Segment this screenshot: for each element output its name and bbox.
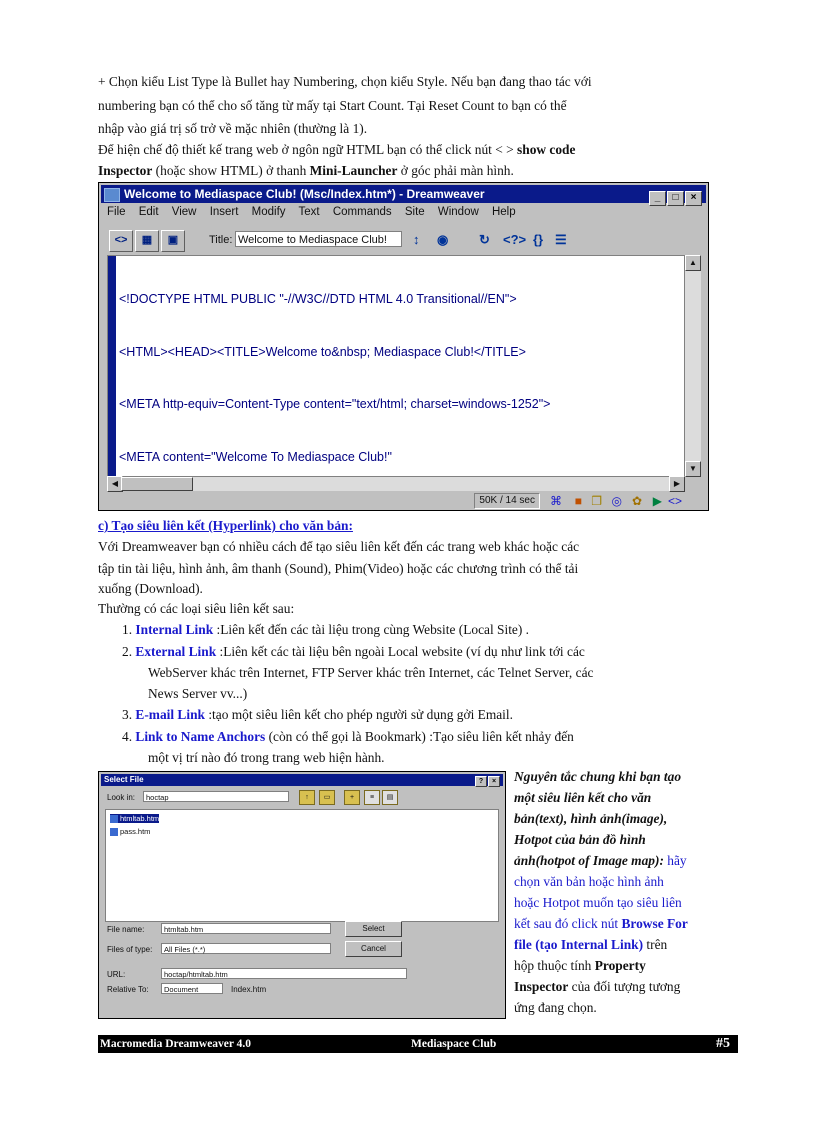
page-footer [98,1035,738,1053]
url-input[interactable]: hoctap/htmltab.htm [161,968,407,979]
list-continuation: WebServer khác trên Internet, FTP Server khác trên Internet, các Telnet Server, các [148,665,594,680]
intro-line-4-text: Để hiện chế độ thiết kế trang web ở ngôn ngữ HTML bạn có thể click nút < > [98,142,514,157]
scroll-up-icon[interactable]: ▲ [685,255,701,271]
select-button[interactable]: Select [345,921,402,937]
intro-line-1: + Chọn kiểu List Type là Bullet hay Numbering, chọn kiểu Style. Nếu bạn đang thao tác với [98,74,592,89]
link-type-term: Link to Name Anchors [135,729,266,744]
files-type-label: Files of type: [107,945,153,954]
property-label: Property [594,958,646,973]
preview-icon[interactable]: ◉ [437,232,449,247]
vertical-scrollbar[interactable] [685,255,701,477]
timeline-icon[interactable]: ▶ [652,494,662,508]
select-file-dialog [98,771,506,1019]
up-folder-icon[interactable]: ↑ [299,790,315,805]
file-list[interactable] [105,809,499,922]
files-type-select[interactable]: All Files (*.*) [161,943,331,954]
file-name-input[interactable]: htmltab.htm [161,923,331,934]
download-size: 50K / 14 sec [474,493,540,509]
site-icon[interactable]: ⌘ [550,494,562,508]
document-toolbar [107,229,700,253]
side-line-8-text: kết sau đó click nút [514,916,622,931]
section-heading[interactable]: c) Tạo siêu liên kết (Hyperlink) cho văn bản: [98,518,353,533]
list-num: 2. [122,644,133,659]
details-view-icon[interactable]: ▤ [382,790,398,805]
dreamweaver-window [98,182,709,511]
list-text: :Liên kết các tài liệu bên ngoài Local website (ví dụ như link tới các [216,644,585,659]
side-line-9 [514,937,667,953]
intro-line-3: nhập vào giá trị số trở về mặc nhiên (thường là 1). [98,121,368,136]
link-type-term: External Link [135,644,217,659]
section-p2: tập tin tài liệu, hình ảnh, âm thanh (Sound), Phim(Video) hoặc các chương trình có thể tải [98,561,579,576]
list-continuation: một vị trí nào đó trong trang web hiện hành. [148,750,385,765]
title-label: Title: [209,234,233,246]
scroll-thumb[interactable] [121,477,193,491]
side-line-1: Nguyên tắc chung khi bạn tạo [514,769,682,784]
intro-line-5 [98,163,514,179]
side-line-11-text: của đối tượng tương [568,979,681,994]
code-lines [119,256,578,477]
refresh-icon[interactable]: ↻ [479,232,490,247]
page-number: #5 [716,1036,730,1051]
scroll-right-icon[interactable]: ▶ [669,476,685,492]
title-input[interactable]: Welcome to Mediaspace Club! [235,231,402,247]
side-line-3: bản(text), hình ảnh(image), [514,811,668,826]
menu-commands[interactable]: Commands [332,206,392,218]
look-in-select[interactable]: hoctap [143,791,289,802]
close-icon[interactable]: × [685,191,702,206]
scroll-left-icon[interactable]: ◀ [107,476,123,492]
reference-icon[interactable]: <?> [503,232,527,247]
side-line-6: chọn văn bản hoặc hình ảnh [514,874,664,889]
code-navigation-icon[interactable]: {} [533,232,544,247]
relative-file: Index.htm [231,985,267,994]
side-line-10-text: hộp thuộc tính [514,958,595,973]
design-view-icon[interactable]: ▣ [161,230,185,252]
side-line-2: một siêu liên kết cho văn [514,790,652,805]
list-text: :tạo một siêu liên kết cho phép người sử dụng gởi Email. [204,707,513,722]
split-view-icon[interactable]: ▦ [135,230,159,252]
intro-line-5-text: (hoặc show HTML) ở thanh [152,163,310,178]
inspector-term: Inspector [514,979,569,994]
list-item [122,622,529,638]
show-code-label: show code [513,142,576,157]
code-view[interactable] [107,255,685,477]
list-num: 4. [122,729,133,744]
list-continuation: News Server vv...) [148,686,248,701]
code-gutter [108,256,116,476]
behaviors-icon[interactable]: ◎ [611,494,622,508]
relative-to-select[interactable]: Document [161,983,223,994]
list-item [122,644,585,660]
minimize-icon[interactable]: _ [649,191,666,206]
dreamweaver-app-icon [104,188,120,202]
side-line-9-text: trên [643,937,668,952]
relative-to-label: Relative To: [107,985,149,994]
code-line: <!DOCTYPE HTML PUBLIC "-//W3C//DTD HTML 4.0 Transitional//EN"> [119,292,517,306]
side-line-7: hoặc Hotpot muốn tạo siêu liên [514,895,682,910]
list-text: :Liên kết đến các tài liệu trong cùng Website (Local Site) . [213,622,530,637]
look-in-label: Look in: [107,793,136,802]
view-options-icon[interactable]: ☰ [555,232,567,247]
list-item [122,707,513,723]
dialog-controls [474,775,500,787]
code-line: <META content="Welcome To Mediaspace Club!" [119,449,392,464]
side-line-5-bold: ảnh(hotpot of Image map): [514,853,668,868]
link-type-term: E-mail Link [135,707,205,722]
assets-icon[interactable]: ■ [574,494,582,508]
browse-file-label: file (tạo Internal Link) [514,937,644,952]
code-line: <HTML><HEAD><TITLE>Welcome to&nbsp; Mediaspace Club!</TITLE> [119,344,526,359]
menu-help[interactable]: Help [491,206,516,218]
mini-launcher-label: Mini-Launcher [309,163,398,178]
intro-line-5-end: ở góc phải màn hình. [397,163,514,178]
link-type-term: Internal Link [135,622,214,637]
inspector-label: Inspector [98,163,153,178]
file-item-selected[interactable] [110,814,159,823]
html-file-icon [110,815,118,823]
list-text: (còn có thể gọi là Bookmark) :Tạo siêu liên kết nhảy đến [265,729,574,744]
css-styles-icon[interactable]: ❐ [591,494,602,508]
history-icon[interactable]: ✿ [631,494,642,508]
code-line: <META http-equiv=Content-Type content="text/html; charset=windows-1252"> [119,397,551,411]
html-file-icon [110,828,118,836]
list-num: 1. [122,622,133,637]
menu-edit[interactable]: Edit [138,206,159,218]
menu-modify[interactable]: Modify [251,206,286,218]
file-management-icon[interactable]: ↕ [413,232,420,247]
help-icon[interactable]: ? [475,776,487,787]
desktop-icon[interactable]: ▭ [319,790,335,805]
list-view-icon[interactable]: ≡ [364,790,380,805]
dialog-titlebar [101,774,503,786]
status-bar [107,493,700,509]
file-name: pass.htm [120,827,151,836]
url-label: URL: [107,970,126,979]
window-controls [648,187,702,206]
intro-line-4 [98,142,575,158]
menu-insert[interactable]: Insert [209,206,239,218]
menu-file[interactable]: File [107,206,126,218]
close-icon[interactable]: × [488,776,500,787]
section-p4: Thường có các loại siêu liên kết sau: [98,601,295,616]
side-line-11 [514,979,680,995]
menu-text[interactable]: Text [298,206,320,218]
side-line-4: Hotpot của bản đồ hình [514,832,646,847]
list-num: 3. [122,707,133,722]
show-code-inspector-icon[interactable]: <> [667,494,682,508]
window-title: Welcome to Mediaspace Club! (Msc/Index.htm*) - Dreamweaver [124,187,485,201]
side-line-10 [514,958,646,974]
file-item[interactable] [110,827,150,836]
side-line-8 [514,916,688,932]
horizontal-scrollbar[interactable] [107,477,685,491]
side-line-5-blue: hãy [667,853,687,868]
menu-view[interactable]: View [171,206,197,218]
cancel-button[interactable]: Cancel [345,941,402,957]
section-p3: xuống (Download). [98,581,203,596]
window-titlebar [101,185,706,203]
new-folder-icon[interactable]: + [344,790,360,805]
code-view-icon[interactable]: <> [109,230,133,252]
menu-window[interactable]: Window [437,206,479,218]
dialog-title: Select File [104,775,144,784]
intro-line-2: numbering bạn có thể cho số tăng từ mấy tại Start Count. Tại Reset Count to bạn có thể [98,98,567,113]
menu-site[interactable]: Site [404,206,425,218]
maximize-icon[interactable]: □ [667,191,684,206]
menu-bar [107,206,526,218]
side-line-5 [514,853,687,869]
file-name: htmltab.htm [120,814,160,823]
browse-for-label: Browse For [621,916,688,931]
scroll-down-icon[interactable]: ▼ [685,461,701,477]
footer-center: Mediaspace Club [411,1038,497,1050]
file-name-label: File name: [107,925,145,934]
section-p1: Với Dreamweaver bạn có nhiều cách để tạo siêu liên kết đến các trang web khác hoặc các [98,539,580,554]
list-item [122,729,574,745]
footer-left: Macromedia Dreamweaver 4.0 [100,1038,252,1050]
side-line-12: ứng đang chọn. [514,1000,597,1015]
